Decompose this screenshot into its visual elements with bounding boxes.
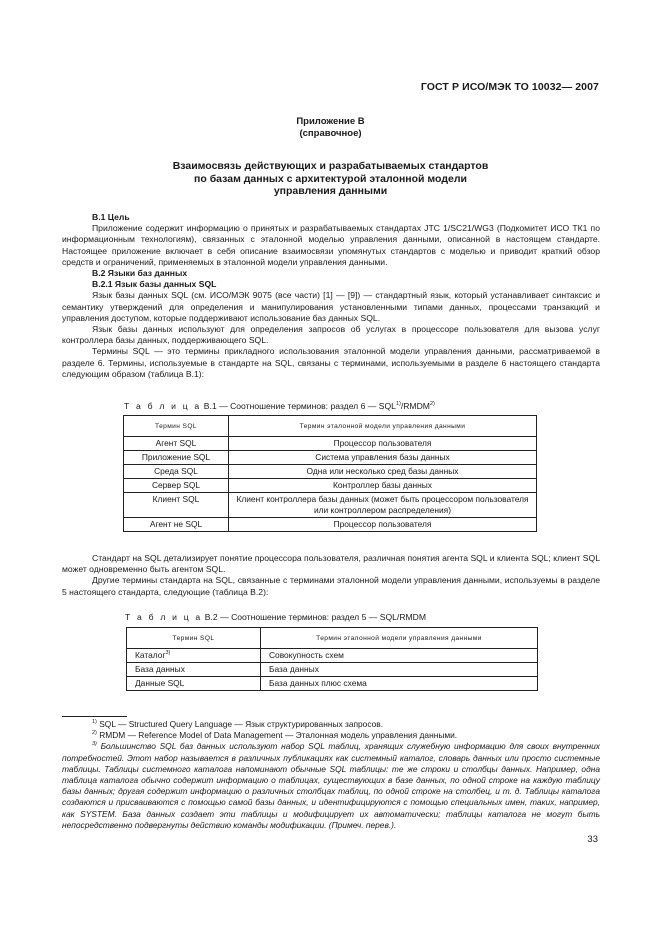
- footnote-2: $^{2)}$ RMDM — Reference Model of Data Management — Эталонная модель управления данными.: [92, 730, 458, 741]
- title-line-3: управления данными: [273, 185, 388, 197]
- standard-header: ГОСТ Р ИСО/МЭК ТО 10032— 2007: [420, 81, 599, 93]
- appendix-note: (справочное): [299, 128, 362, 139]
- table-1: [123, 415, 537, 532]
- table-cell: Процессор пользователя: [229, 518, 537, 532]
- appendix-title: Приложение В: [296, 116, 365, 127]
- table-row: [124, 479, 537, 493]
- table-1-caption: Т а б л и ц а В.1 — Соотношение терминов: раздел 6 — SQL$^{1)}$/RMDM$^{2)}$: [124, 401, 435, 411]
- table-cell: Каталог$^{3)}$: [127, 649, 261, 663]
- section-b21-paragraph-3: Термины SQL — это термины прикладного использования эталонной модели управления данными, рассматриваемой в разделе 6. Термины, используемые в стандарте на SQL, связаны с терминами, используемыми в разделе 6 настоящего стандарта следующим образом (таблица В.1):: [62, 346, 600, 379]
- table-2-caption: Т а б л и ц а В.2 — Соотношение терминов: раздел 5 — SQL/RMDM: [125, 612, 427, 622]
- table-row: [127, 677, 538, 691]
- table-header-row: [124, 416, 537, 437]
- table-row: [124, 437, 537, 451]
- table-header-cell: Термин эталонной модели управления данными: [261, 628, 538, 649]
- section-b21-heading: В.2.1 Язык базы данных SQL: [92, 279, 217, 290]
- table-header-cell: Термин эталонной модели управления данными: [229, 416, 537, 437]
- table-cell: Среда SQL: [124, 465, 229, 479]
- table-2: [126, 627, 538, 691]
- footnote-3: $^{3)}$ Большинство SQL баз данных используют набор SQL таблиц, хранящих служебную информацию для своих внутренних потребностей. Этот набор называется в различных публикациях как системный каталог, словарь данных или просто системные таблицы. Таблицы системного каталога напоминают обычные SQL таблицы: те же строки и столбцы данных. Например, одна таблица каталога обычно содержит информацию о таблицах, существующих в базе данных, по одной строке на каждую таблицу базы данных; другая содержит информацию о различных столбцах таблиц, по одной строке на столбец, и т. д. Таблицы каталога создаются и присваиваются с помощью самой базы данных, и идентифицируются с помощью специальных имен, таких, например, как SYSTEM. База данных создает эти таблицы и модифицирует их автоматически; таблицы каталога не могут быть непосредственно подвергнуты действию команды модификации. (Примеч. перев.).: [62, 741, 600, 830]
- table-cell: Данные SQL: [127, 677, 261, 691]
- table-cell: Одна или несколько сред базы данных: [229, 465, 537, 479]
- section-b21-paragraph-2: Язык базы данных используют для определения запросов об услугах в процессоре пользователя для вызова услуг контроллера базы данных, поддерживающего SQL.: [62, 324, 600, 346]
- table-row: [124, 465, 537, 479]
- table-cell: Агент SQL: [124, 437, 229, 451]
- table-cell: Приложение SQL: [124, 451, 229, 465]
- section-b21-paragraph-1: Язык базы данных SQL (см. ИСО/МЭК 9075 (все части) [1] — [9]) — стандартный язык, который устанавливает синтаксис и семантику утверждений для определения и манипулирования установленными типами данных, процессами транзакций и управления доступом, которые поддерживают использование баз данных SQL.: [62, 290, 600, 323]
- table-cell: База данных: [127, 663, 261, 677]
- title-line-1: Взаимосвязь действующих и разрабатываемых стандартов: [172, 160, 489, 172]
- section-b2-heading: В.2 Языки баз данных: [92, 268, 188, 279]
- body-section-1: [62, 212, 600, 380]
- table-row: [124, 518, 537, 532]
- footnote-1: $^{1)}$ SQL — Structured Query Language — Язык структурированных запросов.: [92, 719, 384, 729]
- document-title: [60, 160, 601, 198]
- table-cell: Сервер SQL: [124, 479, 229, 493]
- table-cell: Процессор пользователя: [229, 437, 537, 451]
- table-cell: Совокупность схем: [261, 649, 538, 663]
- table-cell: Клиент SQL: [124, 493, 229, 518]
- footnote-divider: [62, 716, 127, 717]
- table-row: [124, 451, 537, 465]
- table-row: [127, 649, 538, 663]
- table-cell: Система управления базы данных: [229, 451, 537, 465]
- after-table-1-paragraph-1: Стандарт на SQL детализирует понятие процессора пользователя, различная понятия агента SQL и клиента SQL; клиент SQL может одновременно быть агентом SQL.: [62, 553, 600, 575]
- table-row: [127, 663, 538, 677]
- table-header-cell: Термин SQL: [124, 416, 229, 437]
- body-section-2: [62, 553, 600, 598]
- table-cell: Контроллер базы данных: [229, 479, 537, 493]
- section-b1-text: Приложение содержит информацию о принятых и разрабатываемых стандартах JTC 1/SC21/WG3 (Подкомитет ИСО ТК1 по информационным технологиям), связанных с эталонной моделью управления данными, описанной в настоящем стандарте. Настоящее приложение включает в себя описание взаимосвязи упомянутых стандартов с моделью и приводит краткий обзор средств и ограничений, применяемых в эталонной модели управления данными.: [62, 223, 600, 267]
- table-row: [124, 493, 537, 518]
- table-header-row: [127, 628, 538, 649]
- page-number: 33: [587, 834, 598, 845]
- table-cell: Клиент контроллера базы данных (может быть процессором пользователя или контроллером распределения): [229, 493, 537, 518]
- title-line-2: по базам данных с архитектурой эталонной модели: [194, 172, 467, 185]
- table-cell: База данных: [261, 663, 538, 677]
- table-header-cell: Термин SQL: [127, 628, 261, 649]
- footnotes: [62, 719, 600, 831]
- section-b1-heading: В.1 Цель: [92, 212, 130, 222]
- after-table-1-paragraph-2: Другие термины стандарта на SQL, связанные с терминами эталонной модели управления данными, используемы в разделе 5 настоящего стандарта, следующие (таблица В.2):: [62, 575, 600, 597]
- table-cell: База данных плюс схема: [261, 677, 538, 691]
- table-cell: Агент не SQL: [124, 518, 229, 532]
